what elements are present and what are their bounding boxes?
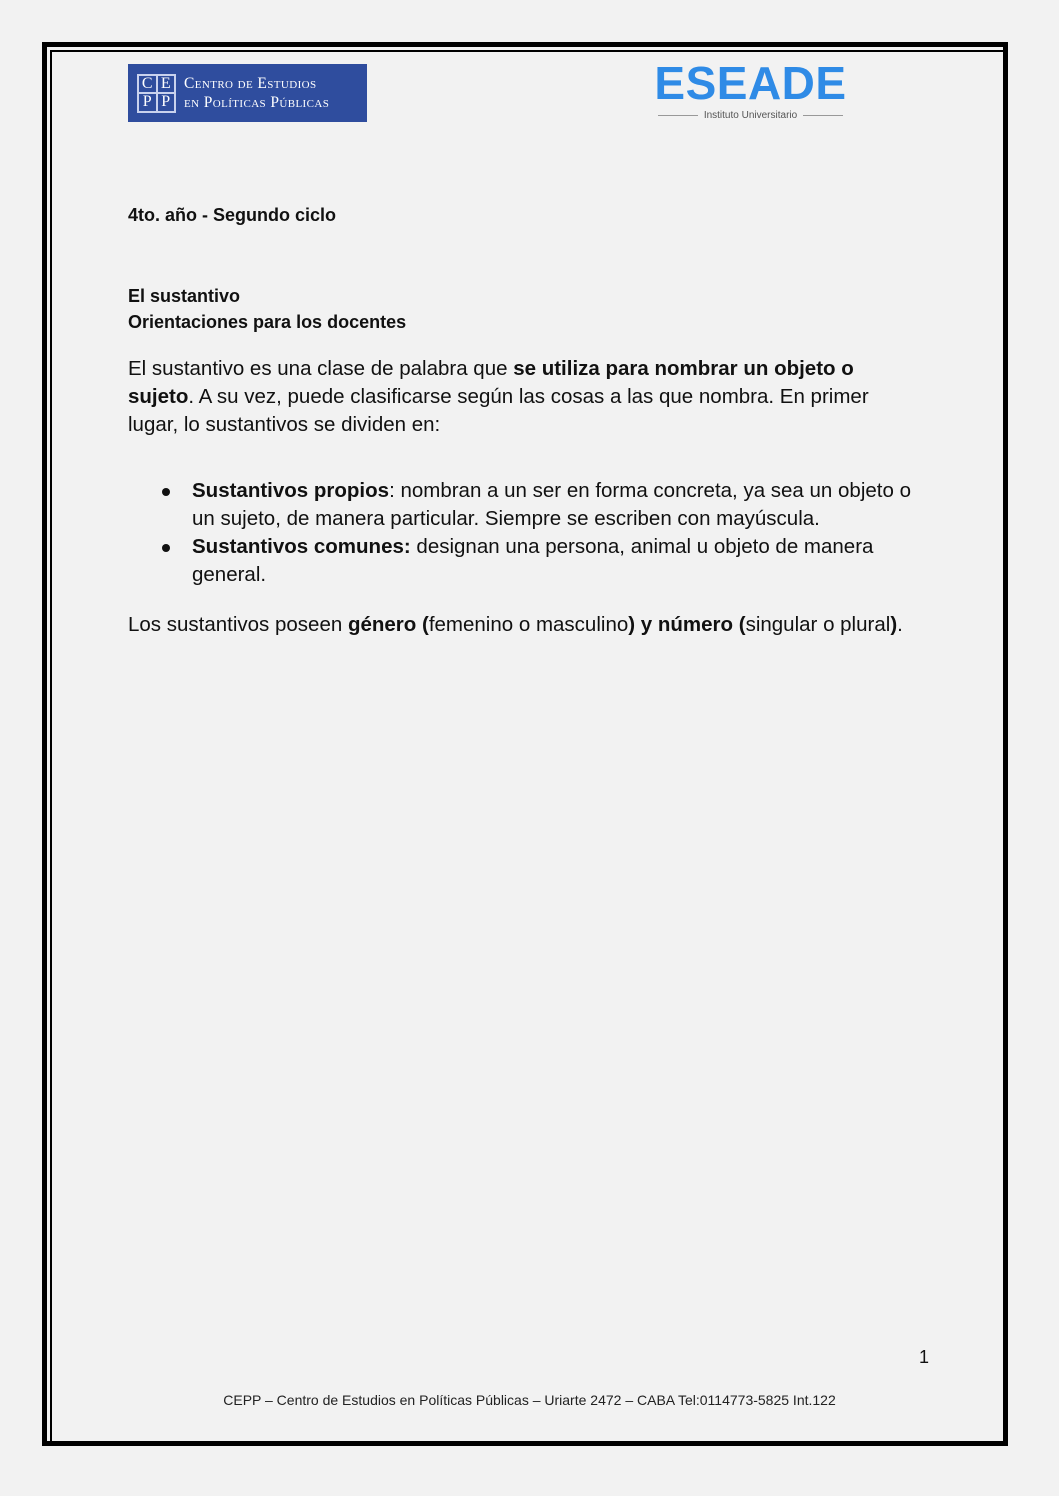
eseade-logo bbox=[652, 58, 849, 126]
cepp-logo bbox=[128, 64, 367, 122]
page-border-inner bbox=[50, 50, 1007, 1444]
eseade-logo-mark: ESEADE bbox=[654, 57, 847, 109]
noun-types-list bbox=[160, 477, 930, 589]
bullet-icon bbox=[162, 488, 170, 496]
footer-contact: CEPP – Centro de Estudios en Políticas Públicas – Uriarte 2472 – CABA Tel:0114773-5825 Int.122 bbox=[223, 1392, 836, 1408]
course-year: 4to. año - Segundo ciclo bbox=[128, 205, 337, 225]
document-subtitle: Orientaciones para los docentes bbox=[128, 312, 407, 332]
document-title: El sustantivo bbox=[128, 286, 241, 306]
cepp-logo-text: Centro de Estudios en Políticas Públicas bbox=[184, 75, 330, 111]
page-number: 1 bbox=[919, 1347, 930, 1367]
eseade-logo-subtitle: Instituto Universitario bbox=[652, 110, 849, 121]
bullet-icon bbox=[162, 544, 170, 552]
list-item: Sustantivos comunes: designan una persona, animal u objeto de manera general. bbox=[160, 533, 930, 589]
gender-number-paragraph: Los sustantivos poseen género (femenino o masculino) y número (singular o plural). bbox=[128, 613, 903, 636]
intro-paragraph: El sustantivo es una clase de palabra que se utiliza para nombrar un objeto o sujeto. A su vez, puede clasificarse según las cosas a las que nombra. En primer lugar, lo sustantivos se dividen en: bbox=[128, 357, 869, 436]
document-heading bbox=[128, 283, 406, 335]
cepp-logo-mark: C E P P bbox=[137, 74, 176, 113]
list-item: Sustantivos propios: nombran a un ser en forma concreta, ya sea un objeto o un sujeto, de manera particular. Siempre se escriben con mayúscula. bbox=[160, 477, 930, 533]
